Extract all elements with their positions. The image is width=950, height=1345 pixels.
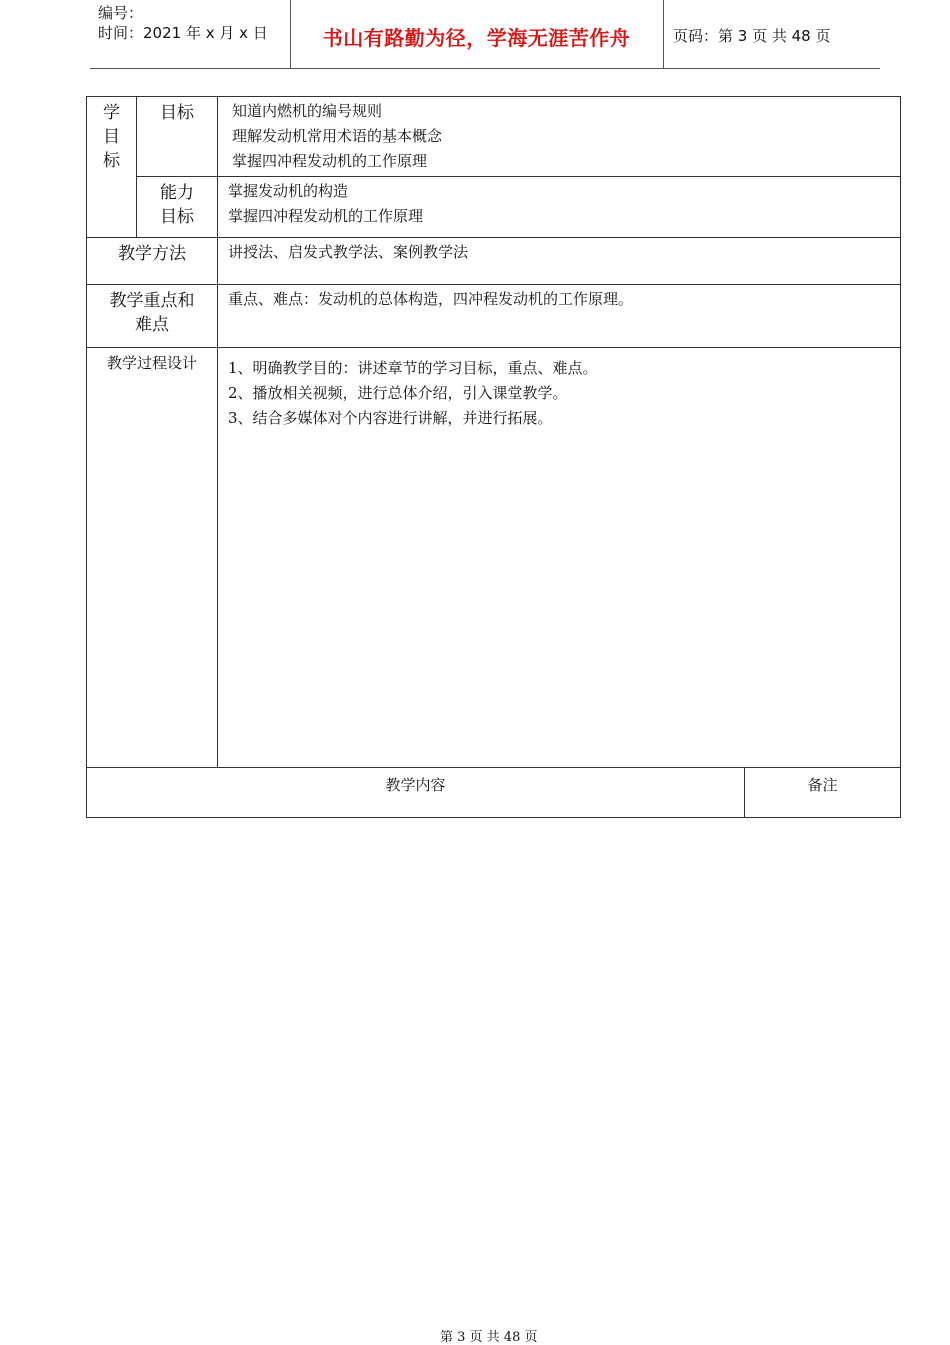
- ability-goal-label: [137, 177, 218, 238]
- remark-label: 备注: [745, 768, 901, 818]
- goal-item: 知道内燃机的编号规则: [232, 102, 383, 120]
- method-row: [87, 238, 901, 285]
- goal-item: 掌握四冲程发动机的工作原理: [232, 152, 428, 170]
- ability-label-line: 能力: [160, 183, 194, 203]
- focus-row: [87, 285, 901, 348]
- ability-item: 掌握四冲程发动机的工作原理: [228, 207, 424, 225]
- ability-label-line: 目标: [160, 207, 194, 227]
- goal-item: 理解发动机常用术语的基本概念: [232, 127, 443, 145]
- ability-item: 掌握发动机的构造: [228, 182, 349, 200]
- ability-row: [87, 177, 901, 238]
- header-motto-cell: [290, 0, 664, 68]
- process-label: 教学过程设计: [87, 348, 218, 768]
- content-label: 教学内容: [87, 768, 745, 818]
- header-page-cell: [663, 0, 880, 68]
- document-number-label: 编号：: [98, 4, 144, 22]
- page-footer: 第 3 页 共 48 页: [440, 1330, 538, 1345]
- process-item: 2、播放相关视频，进行总体介绍，引入课堂教学。: [228, 384, 568, 402]
- focus-label: [87, 285, 218, 348]
- content-header-row: [87, 768, 901, 818]
- ability-content: [218, 177, 901, 238]
- goal-label: 目标: [137, 97, 218, 177]
- header-left-cell: [90, 0, 291, 68]
- document-header: [90, 0, 880, 69]
- motto-text: 书山有路勤为径，学海无涯苦作舟: [322, 26, 631, 50]
- process-item: 3、结合多媒体对个内容进行讲解，并进行拓展。: [228, 409, 553, 427]
- focus-label-line: 难点: [135, 315, 169, 335]
- lesson-plan-table: [86, 96, 900, 818]
- goal-content: [218, 97, 901, 177]
- process-item: 1、明确教学目的：讲述章节的学习目标，重点、难点。: [228, 359, 598, 377]
- goal-row: [87, 97, 901, 177]
- document-date-label: 时间：2021 年 x 月 x 日: [98, 24, 268, 42]
- focus-content: 重点、难点：发动机的总体构造，四冲程发动机的工作原理。: [218, 285, 901, 348]
- side-label-char: 学: [103, 103, 120, 123]
- method-label: 教学方法: [87, 238, 218, 285]
- method-content: 讲授法、启发式教学法、案例教学法: [218, 238, 901, 285]
- side-label-char: 标: [103, 151, 120, 171]
- focus-label-line: 教学重点和: [109, 291, 195, 311]
- process-content: [218, 348, 901, 768]
- header-page-info: 页码：第 3 页 共 48 页: [673, 27, 831, 45]
- side-label-char: 目: [103, 127, 120, 147]
- learning-goal-side-label: [87, 97, 137, 238]
- process-row: [87, 348, 901, 768]
